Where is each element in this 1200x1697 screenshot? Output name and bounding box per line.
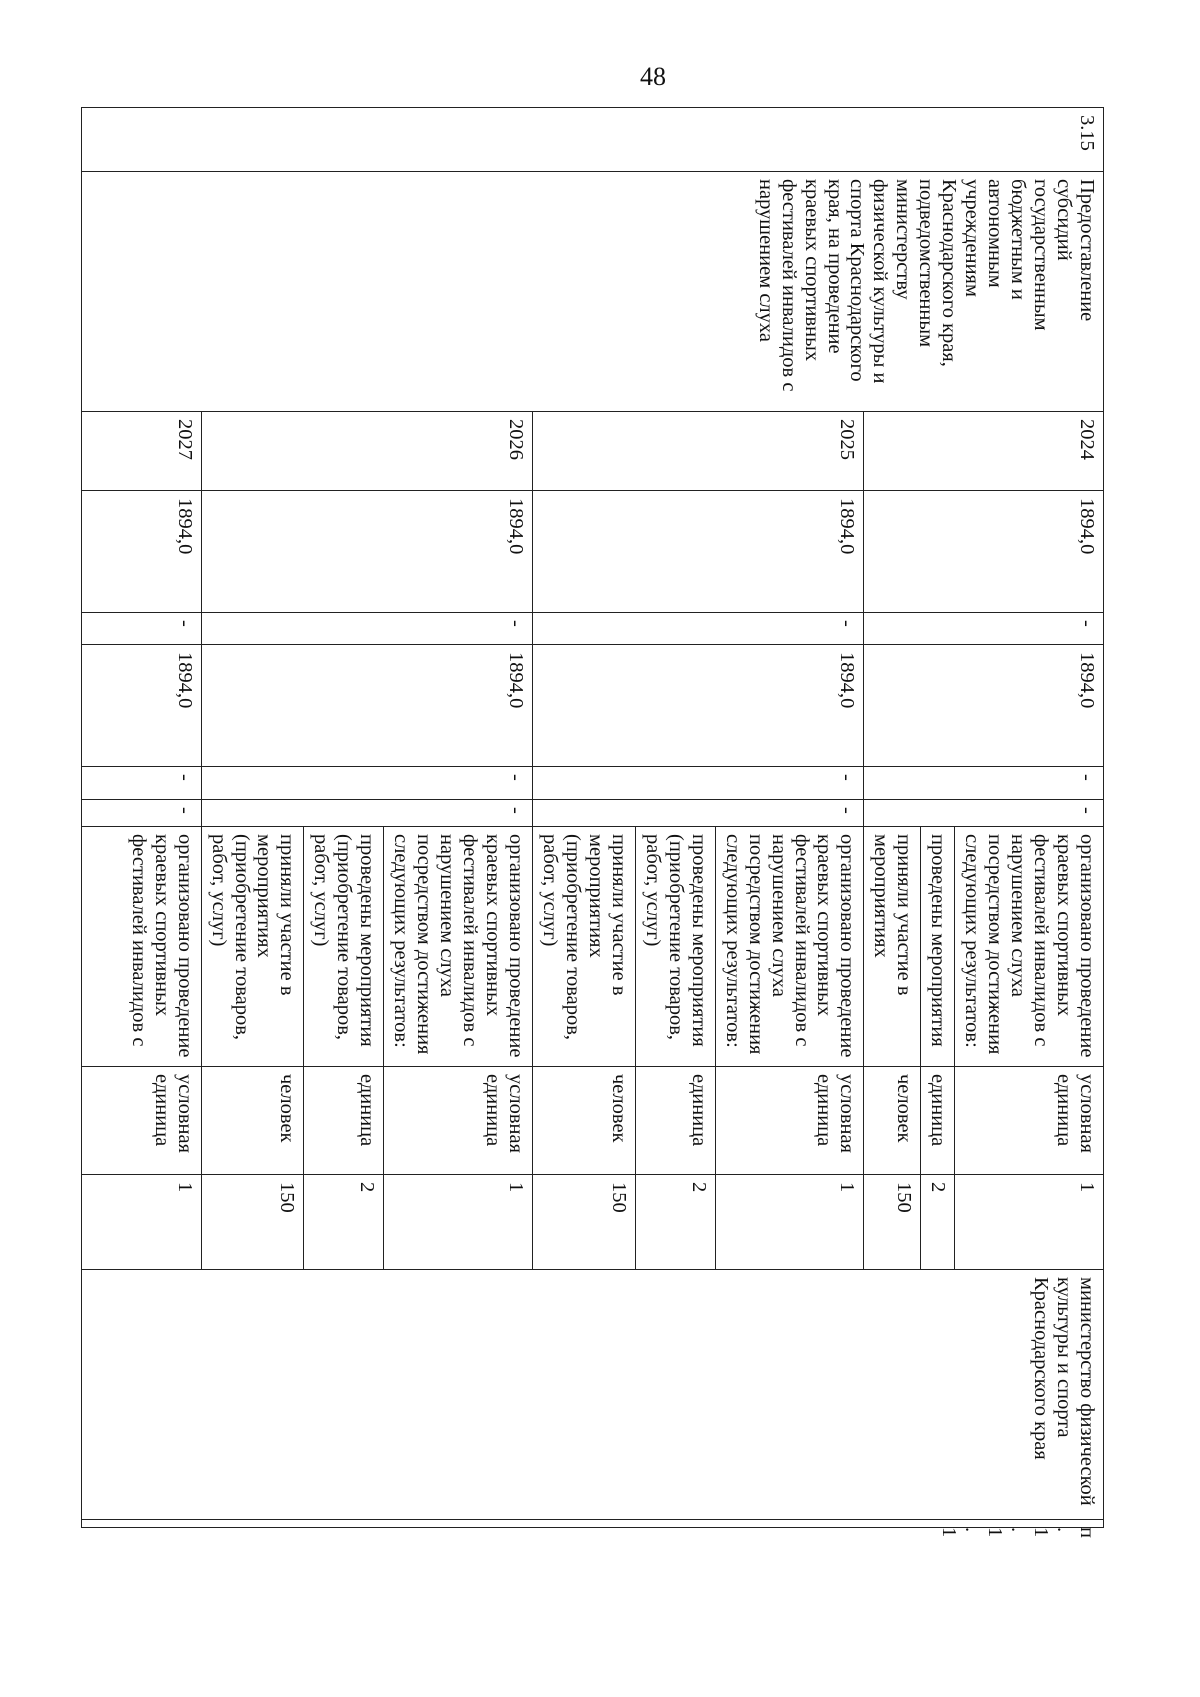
total-cell: 1894,0	[533, 491, 864, 613]
result-value: 150	[533, 1175, 636, 1270]
regional-cell: 1894,0	[533, 645, 864, 767]
local-cell: -	[81, 767, 201, 800]
page-number: 48	[640, 62, 666, 91]
federal-cell: -	[81, 613, 201, 645]
result-unit: человек	[864, 1067, 921, 1175]
year-cell: 2027	[81, 412, 201, 491]
other-cell: -	[81, 800, 201, 827]
other-cell: -	[201, 800, 532, 827]
year-cell: 2024	[864, 412, 1104, 491]
result-unit: условная единица	[384, 1067, 533, 1175]
local-cell: -	[864, 767, 1104, 800]
total-cell: 1894,0	[201, 491, 532, 613]
result-value: 150	[864, 1175, 921, 1270]
local-cell: -	[201, 767, 532, 800]
result-text: приняли участие в мероприятиях (приобретение товаров, работ, услуг)	[533, 827, 636, 1067]
local-cell: -	[533, 767, 864, 800]
regional-cell: 1894,0	[864, 645, 1104, 767]
federal-cell: -	[864, 613, 1104, 645]
result-value: 2	[921, 1175, 955, 1270]
result-text: приняли участие в мероприятиях (приобретение товаров, работ, услуг)	[201, 827, 304, 1067]
result-unit: единица	[921, 1067, 955, 1175]
result-value: 2	[304, 1175, 384, 1270]
other-cell: -	[533, 800, 864, 827]
result-text: организовано проведение краевых спортивных фестивалей инвалидов с нарушением слуха посредством достижения следующих результатов:	[955, 827, 1104, 1067]
result-value: 2	[635, 1175, 715, 1270]
total-cell: 1894,0	[81, 491, 201, 613]
year-cell: 2025	[533, 412, 864, 491]
row-number: 3.15	[81, 108, 1103, 172]
table-row	[955, 108, 1104, 1528]
year-cell: 2026	[201, 412, 532, 491]
result-text: приняли участие в мероприятиях	[864, 827, 921, 1067]
result-unit: единица	[304, 1067, 384, 1175]
program-table	[81, 107, 1104, 1538]
reference: п. 1.1.1	[81, 1520, 1103, 1528]
result-value: 1	[715, 1175, 864, 1270]
result-text: проведены мероприятия	[921, 827, 955, 1067]
result-unit: условная единица	[955, 1067, 1104, 1175]
result-value: 1	[384, 1175, 533, 1270]
result-text: проведены мероприятия (приобретение товаров, работ, услуг)	[304, 827, 384, 1067]
result-unit: условная единица	[81, 1067, 201, 1175]
result-value: 1	[81, 1175, 201, 1270]
federal-cell: -	[533, 613, 864, 645]
rotated-table-container	[127, 107, 1104, 1538]
result-text: организовано проведение краевых спортивных фестивалей инвалидов с	[81, 827, 201, 1067]
result-value: 150	[201, 1175, 304, 1270]
federal-cell: -	[201, 613, 532, 645]
measure-name: Предоставление субсидий государственным бюджетным и автономным учреждениям Краснодарского края, подведомственным министерству физической культуры и спорта Краснодарского края, на проведение краевых спортивных фестивалей инвалидов с нарушением слуха	[81, 172, 1103, 412]
result-unit: человек	[201, 1067, 304, 1175]
result-value: 1	[955, 1175, 1104, 1270]
regional-cell: 1894,0	[81, 645, 201, 767]
result-text: проведены мероприятия (приобретение товаров, работ, услуг)	[635, 827, 715, 1067]
result-unit: человек	[533, 1067, 636, 1175]
result-text: организовано проведение краевых спортивных фестивалей инвалидов с нарушением слуха посредством достижения следующих результатов:	[715, 827, 864, 1067]
result-unit: условная единица	[715, 1067, 864, 1175]
result-text: организовано проведение краевых спортивных фестивалей инвалидов с нарушением слуха посредством достижения следующих результатов:	[384, 827, 533, 1067]
result-unit: единица	[635, 1067, 715, 1175]
executor: министерство физической культуры и спорта Краснодарского края	[81, 1270, 1103, 1520]
regional-cell: 1894,0	[201, 645, 532, 767]
total-cell: 1894,0	[864, 491, 1104, 613]
other-cell: -	[864, 800, 1104, 827]
